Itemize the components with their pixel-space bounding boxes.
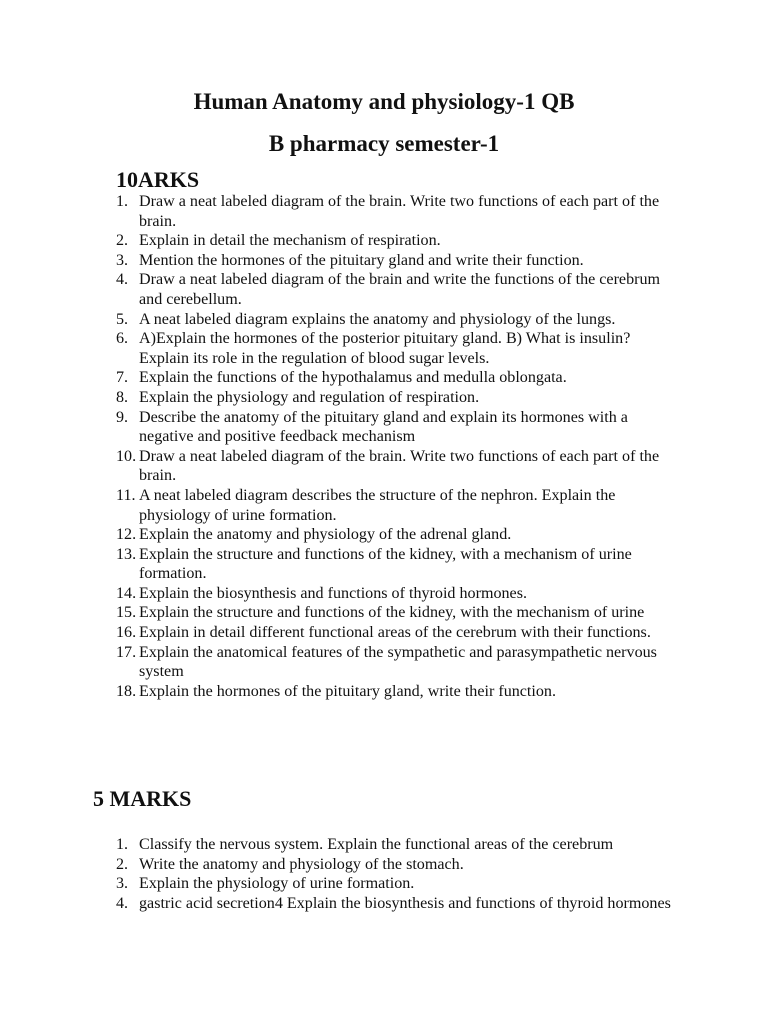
question-number: 11. xyxy=(116,486,136,504)
question-text: A neat labeled diagram explains the anatomy and physiology of the lungs. xyxy=(139,310,616,328)
question-number: 13. xyxy=(116,545,137,563)
question-item xyxy=(116,643,676,682)
question-number: 1. xyxy=(116,193,129,210)
question-number: 3. xyxy=(116,875,129,893)
question-item xyxy=(116,368,676,388)
question-item xyxy=(116,486,676,525)
question-number: 10. xyxy=(116,447,137,465)
question-number: 4. xyxy=(116,271,129,289)
question-number: 14. xyxy=(116,584,137,602)
question-number: 1. xyxy=(116,836,129,853)
question-number: 6. xyxy=(116,330,129,348)
question-text: Describe the anatomy of the pituitary gland and explain its hormones with a negative and positive feedback mechanism xyxy=(139,408,628,446)
question-number: 4. xyxy=(116,894,129,912)
question-number: 9. xyxy=(116,408,129,426)
question-number: 16. xyxy=(116,624,137,642)
question-text: Explain in detail the mechanism of respiration. xyxy=(139,232,441,250)
question-item xyxy=(116,525,676,545)
question-item xyxy=(116,408,676,447)
question-number: 7. xyxy=(116,369,129,387)
question-item xyxy=(116,388,676,408)
section-heading-10-marks: 10ARKS xyxy=(116,167,200,192)
section-heading-5-marks: 5 MARKS xyxy=(93,786,192,811)
question-text: Explain the structure and functions of the kidney, with a mechanism of urine formation. xyxy=(139,545,632,583)
question-number: 5. xyxy=(116,310,129,328)
question-number: 8. xyxy=(116,388,129,406)
question-text: Classify the nervous system. Explain the functional areas of the cerebrum xyxy=(139,836,614,853)
question-item xyxy=(116,310,676,330)
question-text: Explain the anatomical features of the sympathetic and parasympathetic nervous system xyxy=(139,643,657,681)
question-text: Draw a neat labeled diagram of the brain. Write two functions of each part of the brain. xyxy=(139,447,660,485)
question-number: 2. xyxy=(116,855,129,873)
question-text: A)Explain the hormones of the posterior pituitary gland. B) What is insulin? Explain its role in the regulation of blood sugar levels. xyxy=(139,330,631,367)
question-text: Draw a neat labeled diagram of the brain. Write two functions of each part of the brain. xyxy=(139,193,660,230)
question-text: Explain the anatomy and physiology of the adrenal gland. xyxy=(139,526,512,544)
question-text: Explain the structure and functions of the kidney, with the mechanism of urine xyxy=(139,604,645,622)
question-text: Draw a neat labeled diagram of the brain and write the functions of the cerebrum and cerebellum. xyxy=(139,271,661,308)
question-item xyxy=(116,545,676,584)
question-list-5-marks xyxy=(116,835,676,913)
question-number: 17. xyxy=(116,643,137,661)
question-item xyxy=(116,447,676,486)
question-item xyxy=(116,623,676,643)
question-text: gastric acid secretion4 Explain the biosynthesis and functions of thyroid hormones xyxy=(139,894,671,912)
question-item xyxy=(116,584,676,604)
question-item xyxy=(116,855,676,875)
question-item xyxy=(116,835,676,855)
question-item xyxy=(116,682,676,702)
question-item xyxy=(116,329,676,368)
question-text: Explain the physiology and regulation of respiration. xyxy=(139,388,480,406)
document-subtitle: B pharmacy semester-1 xyxy=(268,131,500,156)
question-item xyxy=(116,251,676,271)
question-item xyxy=(116,894,676,914)
question-text: Write the anatomy and physiology of the stomach. xyxy=(139,855,464,873)
question-item xyxy=(116,270,676,309)
question-text: Explain the physiology of urine formation. xyxy=(139,875,415,893)
question-number: 3. xyxy=(116,251,129,269)
question-list-10-marks xyxy=(116,192,676,701)
question-text: Explain the functions of the hypothalamus and medulla oblongata. xyxy=(139,369,567,387)
question-item xyxy=(116,603,676,623)
question-number: 18. xyxy=(116,682,137,700)
question-number: 15. xyxy=(116,604,137,622)
question-item xyxy=(116,192,676,231)
question-text: Explain the hormones of the pituitary gland, write their function. xyxy=(139,682,556,700)
question-item xyxy=(116,231,676,251)
question-text: A neat labeled diagram describes the structure of the nephron. Explain the physiology of urine formation. xyxy=(139,486,616,524)
question-text: Explain in detail different functional areas of the cerebrum with their functions. xyxy=(139,624,651,642)
question-item xyxy=(116,874,676,894)
question-number: 12. xyxy=(116,526,137,544)
question-number: 2. xyxy=(116,232,129,250)
question-text: Explain the biosynthesis and functions of thyroid hormones. xyxy=(139,584,527,602)
question-text: Mention the hormones of the pituitary gland and write their function. xyxy=(139,251,584,269)
document-title: Human Anatomy and physiology-1 QB xyxy=(193,89,575,114)
